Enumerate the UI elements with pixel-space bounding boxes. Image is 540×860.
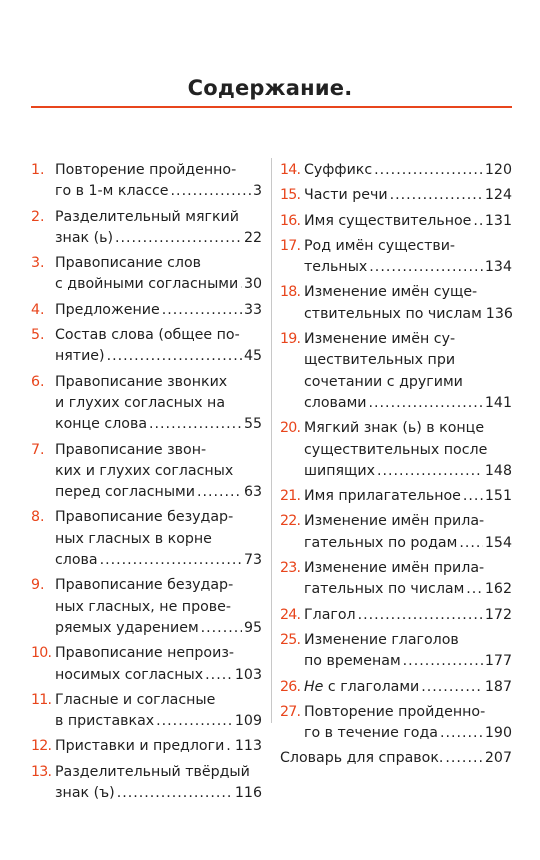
entry-line: Правописание звон- bbox=[55, 441, 207, 458]
entry-text bbox=[55, 300, 262, 321]
dot-leader bbox=[466, 579, 483, 600]
page-title: Содержание. bbox=[187, 76, 353, 100]
entry-line: Род имён существи- bbox=[304, 237, 456, 254]
page-number: 103 bbox=[234, 666, 262, 683]
entry-label: с двойными согласными bbox=[55, 276, 239, 293]
entry-last-text bbox=[304, 160, 372, 181]
page-number: 187 bbox=[484, 678, 512, 695]
entry-last-line bbox=[55, 550, 262, 571]
page-number: 177 bbox=[484, 653, 512, 670]
dot-leader bbox=[201, 618, 242, 639]
entry-text bbox=[55, 160, 262, 203]
toc-entry[interactable] bbox=[280, 329, 512, 414]
entry-last-text bbox=[304, 393, 367, 414]
toc-entry[interactable] bbox=[280, 282, 512, 325]
entry-number: 16. bbox=[280, 212, 301, 229]
page-number: 113 bbox=[234, 738, 262, 755]
entry-number: 8. bbox=[31, 509, 45, 526]
toc-entry[interactable] bbox=[31, 575, 262, 639]
dot-leader bbox=[115, 228, 242, 249]
entry-label: с глаголами bbox=[323, 678, 420, 695]
page-number: 141 bbox=[484, 394, 512, 411]
entry-number: 22. bbox=[280, 513, 301, 530]
toc-entry[interactable] bbox=[280, 677, 512, 698]
entry-label: слова bbox=[55, 552, 98, 569]
dot-leader bbox=[205, 665, 233, 686]
entry-line: Разделительный твёрдый bbox=[55, 763, 250, 780]
toc-entry[interactable] bbox=[280, 418, 512, 482]
entry-last-line bbox=[55, 300, 262, 321]
entry-last-line bbox=[304, 211, 512, 232]
entry-last-text bbox=[304, 533, 457, 554]
column-divider bbox=[271, 158, 272, 723]
dot-leader bbox=[369, 393, 483, 414]
page-number: 30 bbox=[243, 276, 262, 293]
entry-label: го в 1-м классе bbox=[55, 183, 169, 200]
toc-entry[interactable] bbox=[31, 507, 262, 571]
entry-last-text bbox=[55, 274, 238, 295]
entry-last-text bbox=[304, 211, 471, 232]
dot-leader bbox=[197, 482, 242, 503]
entry-emphasis: Не bbox=[304, 678, 324, 695]
entry-last-text bbox=[55, 300, 160, 321]
entry-line: Состав слова (общее по- bbox=[55, 327, 240, 344]
entry-text bbox=[304, 282, 512, 325]
entry-last-line bbox=[304, 533, 512, 554]
entry-last-line bbox=[304, 160, 512, 181]
dot-leader bbox=[100, 550, 242, 571]
entry-last-line bbox=[55, 181, 262, 202]
entry-text bbox=[55, 643, 262, 686]
entry-label: конце слова bbox=[55, 416, 148, 433]
entry-label: Имя существительное bbox=[304, 212, 472, 229]
entry-number: 12. bbox=[31, 738, 52, 755]
page-number: 120 bbox=[484, 162, 512, 178]
dot-leader bbox=[463, 486, 483, 507]
entry-number: 9. bbox=[31, 577, 45, 594]
entry-text bbox=[304, 558, 512, 601]
entry-label: по временам bbox=[304, 653, 401, 670]
entry-number: 4. bbox=[31, 301, 45, 318]
dot-leader bbox=[149, 414, 242, 435]
page-number: 22 bbox=[243, 229, 262, 246]
entry-last-line bbox=[304, 677, 512, 698]
toc-entry[interactable] bbox=[31, 325, 262, 368]
entry-text bbox=[55, 736, 262, 757]
entry-last-text bbox=[304, 486, 461, 507]
dot-leader bbox=[107, 346, 242, 367]
entry-label: перед согласными bbox=[55, 484, 195, 501]
entry-last-line bbox=[304, 723, 512, 744]
entry-number: 25. bbox=[280, 631, 301, 648]
entry-label: Части речи bbox=[304, 187, 388, 204]
page-number: 63 bbox=[243, 484, 262, 501]
entry-text bbox=[304, 329, 512, 414]
toc-entry[interactable] bbox=[280, 211, 512, 232]
toc-left-column bbox=[31, 160, 262, 808]
entry-last-line bbox=[304, 486, 512, 507]
entry-label: знак (ь) bbox=[55, 229, 114, 246]
entry-number: 13. bbox=[31, 763, 52, 780]
entry-number: 1. bbox=[31, 162, 45, 178]
page-number: 136 bbox=[485, 305, 513, 322]
entry-last-line bbox=[304, 579, 512, 600]
entry-last-text bbox=[55, 736, 224, 757]
dot-leader bbox=[440, 723, 483, 744]
entry-number: 19. bbox=[280, 331, 301, 348]
dot-leader bbox=[240, 274, 242, 295]
entry-text bbox=[304, 702, 512, 745]
entry-last-text bbox=[55, 550, 98, 571]
title-underline bbox=[31, 106, 512, 108]
entry-line: Изменение имён су- bbox=[304, 331, 456, 348]
entry-line: Повторение пройденно- bbox=[55, 162, 237, 178]
entry-last-line bbox=[304, 257, 512, 278]
entry-last-line bbox=[55, 414, 262, 435]
entry-text bbox=[55, 207, 262, 250]
page-number: 116 bbox=[234, 785, 262, 802]
entry-label: Предложение bbox=[55, 301, 160, 318]
page-number: 151 bbox=[484, 488, 512, 505]
entry-last-line bbox=[304, 461, 512, 482]
page-number: 172 bbox=[484, 606, 512, 623]
entry-line: сочетании с другими bbox=[304, 373, 463, 390]
entry-number: 11. bbox=[31, 691, 52, 708]
entry-line: Правописание безудар- bbox=[55, 509, 234, 526]
toc-entry[interactable] bbox=[280, 605, 512, 626]
entry-line: ких и глухих согласных bbox=[55, 462, 234, 479]
entry-text bbox=[304, 511, 512, 554]
entry-line: Мягкий знак (ь) в конце bbox=[304, 420, 485, 437]
entry-label: нятие) bbox=[55, 348, 105, 365]
entry-last-text bbox=[304, 579, 464, 600]
dot-leader bbox=[445, 748, 483, 769]
toc-entry[interactable] bbox=[31, 300, 262, 321]
page-number: 207 bbox=[484, 750, 512, 767]
entry-last-line bbox=[304, 651, 512, 672]
entry-label: Суффикс bbox=[304, 162, 373, 178]
entry-last-text bbox=[55, 711, 154, 732]
entry-last-line bbox=[55, 228, 262, 249]
dictionary-label: Словарь для справок. bbox=[280, 750, 444, 767]
entry-label: в приставках bbox=[55, 713, 155, 730]
page-number: 55 bbox=[243, 416, 262, 433]
dot-leader bbox=[226, 736, 233, 757]
entry-last-text bbox=[304, 651, 401, 672]
dot-leader bbox=[421, 677, 483, 698]
toc-entry[interactable] bbox=[280, 236, 512, 279]
toc-entry[interactable] bbox=[280, 511, 512, 554]
entry-text bbox=[304, 630, 512, 673]
entry-last-line bbox=[304, 393, 512, 414]
toc-entry[interactable] bbox=[31, 643, 262, 686]
entry-text bbox=[304, 211, 512, 232]
entry-label: знак (ъ) bbox=[55, 785, 115, 802]
dot-leader bbox=[358, 605, 483, 626]
toc-entry[interactable] bbox=[31, 690, 262, 733]
entry-label: словами bbox=[304, 394, 367, 411]
entry-text bbox=[55, 325, 262, 368]
toc-entry[interactable] bbox=[280, 702, 512, 745]
entry-label: шипящих bbox=[304, 462, 375, 479]
entry-text bbox=[304, 185, 512, 206]
dot-leader bbox=[117, 783, 233, 804]
dot-leader bbox=[377, 461, 483, 482]
entry-text bbox=[304, 418, 512, 482]
toc-entry[interactable] bbox=[31, 440, 262, 504]
page-number: 154 bbox=[484, 534, 512, 551]
dot-leader bbox=[162, 300, 242, 321]
page-number: 33 bbox=[243, 301, 262, 318]
entry-line: Разделительный мягкий bbox=[55, 208, 239, 225]
entry-number: 6. bbox=[31, 373, 45, 390]
entry-number: 21. bbox=[280, 488, 301, 505]
entry-line: существительных после bbox=[304, 441, 488, 458]
entry-last-line bbox=[55, 618, 262, 639]
toc-entry[interactable] bbox=[31, 762, 262, 805]
entry-label: Приставки и предлоги bbox=[55, 738, 225, 755]
entry-last-line bbox=[304, 304, 512, 325]
entry-number: 7. bbox=[31, 441, 45, 458]
entry-last-text bbox=[304, 185, 388, 206]
entry-line: Изменение глаголов bbox=[304, 631, 459, 648]
page-number: 73 bbox=[243, 552, 262, 569]
page-number: 131 bbox=[484, 212, 512, 229]
page-number: 190 bbox=[484, 725, 512, 742]
toc-entry[interactable] bbox=[280, 185, 512, 206]
entry-number: 26. bbox=[280, 678, 301, 695]
entry-text bbox=[304, 677, 512, 698]
toc-entry[interactable] bbox=[31, 372, 262, 436]
entry-last-text bbox=[304, 723, 438, 744]
entry-line: и глухих согласных на bbox=[55, 394, 226, 411]
entry-last-line bbox=[55, 665, 262, 686]
entry-label: гательных по родам bbox=[304, 534, 458, 551]
entry-text bbox=[304, 236, 512, 279]
entry-number: 14. bbox=[280, 162, 301, 178]
entry-line: Изменение имён суще- bbox=[304, 284, 478, 301]
entry-text bbox=[304, 160, 512, 181]
entry-line: Правописание непроиз- bbox=[55, 645, 234, 662]
page-number: 3 bbox=[252, 183, 262, 200]
entry-line: ных гласных, не прове- bbox=[55, 598, 231, 615]
entry-last-text bbox=[55, 414, 147, 435]
page-number: 95 bbox=[243, 619, 262, 636]
entry-line: Гласные и согласные bbox=[55, 691, 216, 708]
entry-number: 10. bbox=[31, 645, 52, 662]
entry-number: 27. bbox=[280, 703, 301, 720]
entry-text bbox=[55, 372, 262, 436]
entry-last-text bbox=[55, 783, 115, 804]
page-number: 45 bbox=[243, 348, 262, 365]
entry-last-text bbox=[304, 257, 367, 278]
entry-number: 20. bbox=[280, 420, 301, 437]
entry-text bbox=[55, 253, 262, 296]
entry-label: ствительных по числам bbox=[304, 305, 482, 322]
page-number: 109 bbox=[234, 713, 262, 730]
entry-text bbox=[55, 762, 262, 805]
entry-line: Изменение имён прила- bbox=[304, 560, 485, 577]
entry-last-line bbox=[55, 736, 262, 757]
dictionary-entry[interactable] bbox=[280, 748, 512, 769]
entry-text bbox=[304, 486, 512, 507]
entry-label: Глагол bbox=[304, 606, 356, 623]
entry-number: 23. bbox=[280, 560, 301, 577]
page-number: 148 bbox=[484, 462, 512, 479]
dot-leader bbox=[171, 181, 251, 202]
entry-line: ных гласных в корне bbox=[55, 530, 212, 547]
entry-line: ществительных при bbox=[304, 352, 456, 369]
toc-entry[interactable] bbox=[280, 630, 512, 673]
dot-leader bbox=[369, 257, 483, 278]
entry-last-text bbox=[55, 482, 195, 503]
entry-label: ряемых ударением bbox=[55, 619, 199, 636]
entry-label: тельных bbox=[304, 259, 368, 276]
entry-last-text bbox=[304, 605, 356, 626]
entry-label: носимых согласных bbox=[55, 666, 204, 683]
entry-line: Правописание звонких bbox=[55, 373, 228, 390]
entry-label: го в течение года bbox=[304, 725, 438, 742]
entry-label: Имя прилагательное bbox=[304, 488, 461, 505]
entry-last-text bbox=[304, 677, 419, 698]
entry-last-text bbox=[55, 665, 203, 686]
toc-entry[interactable] bbox=[31, 207, 262, 250]
entry-number: 18. bbox=[280, 284, 301, 301]
entry-last-line bbox=[304, 185, 512, 206]
page-number: 124 bbox=[484, 187, 512, 204]
entry-text bbox=[304, 605, 512, 626]
entry-last-line bbox=[55, 482, 262, 503]
entry-text bbox=[55, 575, 262, 639]
entry-last-line bbox=[55, 711, 262, 732]
entry-last-line bbox=[55, 274, 262, 295]
dot-leader bbox=[473, 211, 483, 232]
entry-line: Правописание слов bbox=[55, 255, 202, 272]
toc-entry[interactable] bbox=[31, 736, 262, 757]
entry-number: 15. bbox=[280, 187, 301, 204]
toc-right-column bbox=[280, 160, 512, 770]
page-number: 162 bbox=[484, 581, 512, 598]
entry-text bbox=[55, 690, 262, 733]
entry-last-line bbox=[304, 605, 512, 626]
entry-text bbox=[55, 440, 262, 504]
entry-last-text bbox=[55, 346, 105, 367]
entry-last-text bbox=[55, 618, 199, 639]
entry-number: 3. bbox=[31, 255, 45, 272]
entry-number: 5. bbox=[31, 327, 45, 344]
toc-entry[interactable] bbox=[280, 486, 512, 507]
entry-line: Правописание безудар- bbox=[55, 577, 234, 594]
dot-leader bbox=[390, 185, 483, 206]
entry-last-text bbox=[304, 461, 375, 482]
entry-last-text bbox=[55, 228, 113, 249]
entry-line: Повторение пройденно- bbox=[304, 703, 486, 720]
entry-last-text bbox=[55, 181, 169, 202]
entry-number: 2. bbox=[31, 208, 45, 225]
entry-line: Изменение имён прила- bbox=[304, 513, 485, 530]
entry-label: гательных по числам bbox=[304, 581, 465, 598]
entry-last-line bbox=[55, 783, 262, 804]
page-number: 134 bbox=[484, 259, 512, 276]
entry-last-text bbox=[304, 304, 482, 325]
entry-number: 24. bbox=[280, 606, 301, 623]
entry-last-line bbox=[55, 346, 262, 367]
dot-leader bbox=[459, 533, 483, 554]
toc-entry[interactable] bbox=[280, 558, 512, 601]
dot-leader bbox=[156, 711, 233, 732]
toc-entry[interactable] bbox=[31, 253, 262, 296]
dot-leader bbox=[403, 651, 483, 672]
entry-text bbox=[55, 507, 262, 571]
toc-entry[interactable] bbox=[31, 160, 262, 203]
dot-leader bbox=[374, 160, 483, 181]
entry-number: 17. bbox=[280, 237, 301, 254]
toc-entry[interactable] bbox=[280, 160, 512, 181]
